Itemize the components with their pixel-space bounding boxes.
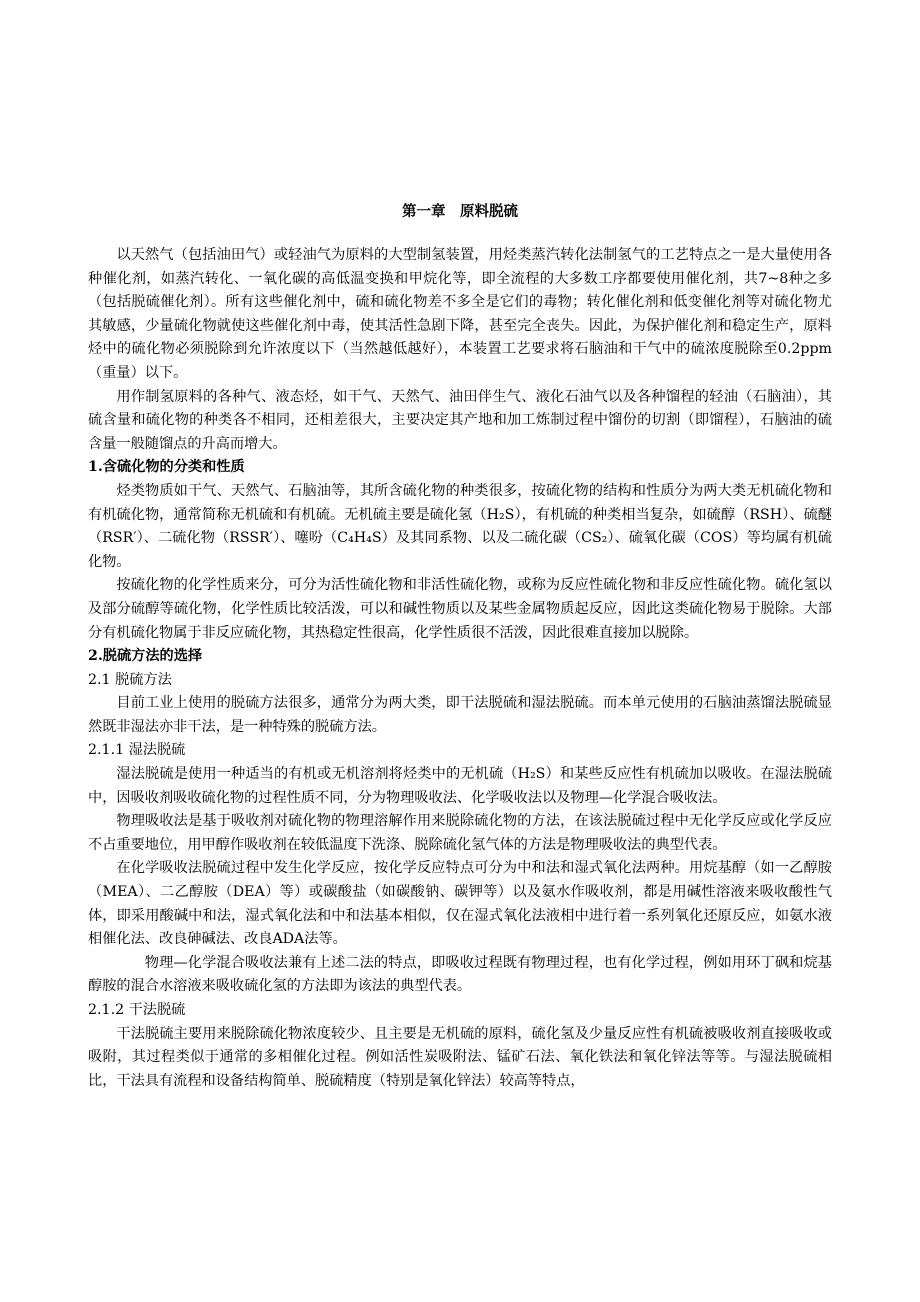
subsection-heading: 2.1.1 湿法脱硫 [88, 742, 186, 759]
subsection-heading: 2.1.2 干法脱硫 [88, 1002, 186, 1018]
subsection-heading: 2.1 脱硫方法 [88, 671, 172, 688]
paragraph: 目前工业上使用的脱硫方法很多，通常分为两大类，即干法脱硫和湿法脱硫。而本单元使用的石脑油蒸馏法脱硫显然既非湿法亦非干法，是一种特殊的脱硫方法。 [88, 695, 832, 735]
paragraph: 物理吸收法是基于吸收剂对硫化物的物理溶解作用来脱除硫化物的方法，在该法脱硫过程中无化学反应或化学反应不占重要地位，用甲醇作吸收剂在较低温度下洗涤、脱除硫化氢气体的方法是物理吸收法的典型代表。 [88, 813, 832, 853]
paragraph: 湿法脱硫是使用一种适当的有机或无机溶剂将烃类中的无机硫（H₂S）和某些反应性有机硫加以吸收。在湿法脱硫中，因吸收剂吸收硫化物的过程性质不同，分为物理吸收法、化学吸收法以及物理—化学混合吸收法。 [88, 766, 832, 806]
chapter-title: 第一章 原料脱硫 [402, 203, 518, 220]
section-heading: 2.脱硫方法的选择 [88, 648, 203, 665]
paragraph: 在化学吸收法脱硫过程中发生化学反应，按化学反应特点可分为中和法和湿式氧化法两种。用烷基醇（如一乙醇胺（MEA）、二乙醇胺（DEA）等）或碳酸盐（如碳酸钠、碳钾等）以及氨水作吸收剂，都是用碱性溶液来吸收酸性气体，即采用酸碱中和法，湿式氧化法和中和法基本相似，仅在湿式氧化法液相中进行着一系列氧化还原反应，如氨水液相催化法、改良砷碱法、改良ADA法等。 [88, 860, 832, 948]
paragraph: 按硫化物的化学性质来分，可分为活性硫化物和非活性硫化物，或称为反应性硫化物和非反应性硫化物。硫化氢以及部分硫醇等硫化物，化学性质比较活泼，可以和碱性物质以及某些金属物质起反应，因此这类硫化物易于脱除。大部分有机硫化物属于非反应硫化物，其热稳定性很高，化学性质很不活泼，因此很难直接加以脱除。 [88, 577, 832, 641]
paragraph: 以天然气（包括油田气）或轻油气为原料的大型制氢装置，用烃类蒸汽转化法制氢气的工艺特点之一是大量使用各种催化剂，如蒸汽转化、一氧化碳的高低温变换和甲烷化等，即全流程的大多数工序都要使用催化剂，共7~8种之多（包括脱硫催化剂）。所有这些催化剂中，硫和硫化物差不多全是它们的毒物；转化催化剂和低变催化剂等对硫化物尤其敏感，少量硫化物就使这些催化剂中毒，使其活性急剧下降，甚至完全丧失。因此，为保护催化剂和稳定生产，原料烃中的硫化物必须脱除到允许浓度以下（当然越低越好），本装置工艺要求将石脑油和干气中的硫浓度脱除至0.2ppm（重量）以下。 [88, 247, 832, 381]
document-page [88, 200, 832, 1093]
section-heading: 1.含硫化物的分类和性质 [88, 459, 245, 476]
paragraph: 烃类物质如干气、天然气、石脑油等，其所含硫化物的种类很多，按硫化物的结构和性质分为两大类无机硫化物和有机硫化物，通常简称无机硫和有机硫。无机硫主要是硫化氢（H₂S），有机硫的种类相当复杂，如硫醇（RSH）、硫醚（RSR′）、二硫化物（RSSR′）、噻吩（C₄H₄S）及其同系物、以及二硫化碳（CS₂）、硫氧化碳（COS）等均属有机硫化物。 [88, 482, 832, 570]
paragraph: 物理—化学混合吸收法兼有上述二法的特点，即吸收过程既有物理过程，也有化学过程，例如用环丁砜和烷基醇胺的混合水溶液来吸收硫化氢的方法即为该法的典型代表。 [88, 954, 832, 995]
paragraph: 用作制氢原料的各种气、液态烃，如干气、天然气、油田伴生气、液化石油气以及各种馏程的轻油（石脑油），其硫含量和硫化物的种类各不相同，还相差很大，主要决定其产地和加工炼制过程中馏份的切割（即馏程），石脑油的硫含量一般随馏点的升高而增大。 [88, 388, 832, 452]
paragraph: 干法脱硫主要用来脱除硫化物浓度较少、且主要是无机硫的原料，硫化氢及少量反应性有机硫被吸收剂直接吸收或吸附，其过程类似于通常的多相催化过程。例如活性炭吸附法、锰矿石法、氧化铁法和氧化锌法等等。与湿法脱硫相比，干法具有流程和设备结构简单、脱硫精度（特别是氧化锌法）较高等特点， [88, 1025, 832, 1089]
